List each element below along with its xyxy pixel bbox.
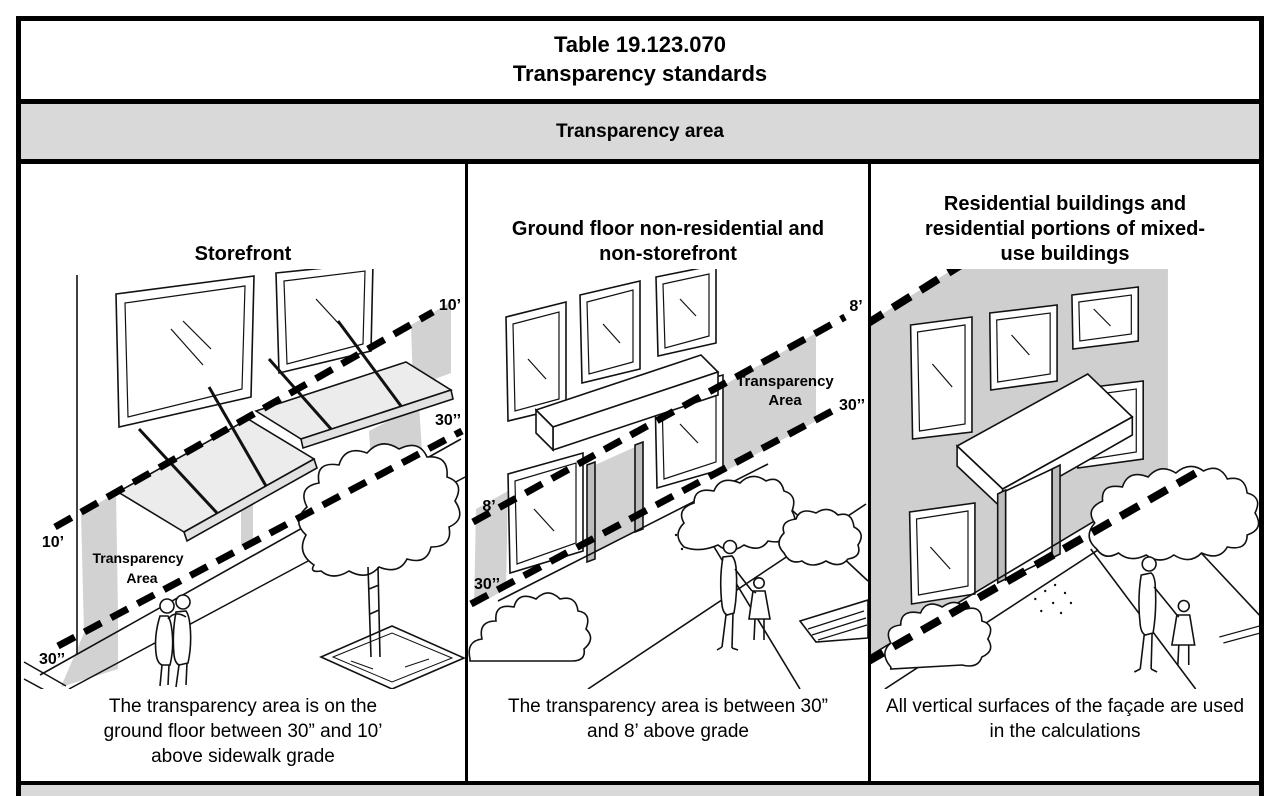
storefront-diagram xyxy=(21,269,465,689)
column-storefront xyxy=(21,164,465,781)
ground-floor-diagram xyxy=(468,269,868,689)
dim-label-lower-left: 30’’ xyxy=(38,651,66,668)
column-heading-text: Residential buildings and residential portions of mixed-use buildings xyxy=(924,193,1206,265)
section-header-transparency-area: Transparency area xyxy=(21,104,1259,164)
column-caption-residential xyxy=(871,689,1259,781)
dim-label-lower-left: 30’’ xyxy=(473,576,501,593)
pedestrians-adult-child xyxy=(1134,557,1194,672)
column-heading-storefront xyxy=(21,164,465,269)
transparency-standards-table xyxy=(16,16,1264,796)
column-caption-storefront xyxy=(21,689,465,781)
caption-text: The transparency area is on the ground floor between 30” and 10’ above sidewalk grade xyxy=(103,696,383,768)
caption-text: All vertical surfaces of the façade are used in the calculations xyxy=(885,696,1245,743)
table-body-row xyxy=(21,164,1259,781)
residential-illustration xyxy=(871,269,1259,689)
dim-label-upper-right: 8’ xyxy=(849,298,863,315)
residential-diagram xyxy=(871,269,1259,689)
ground-floor-illustration xyxy=(468,269,868,689)
column-ground-floor-non-residential xyxy=(465,164,868,781)
column-heading-residential xyxy=(871,164,1259,269)
table-title xyxy=(21,21,1259,104)
transparency-area-label-line1: Transparency xyxy=(736,373,834,390)
table-name: Transparency standards xyxy=(512,61,768,86)
next-section-band xyxy=(21,781,1259,796)
column-heading-ground-floor xyxy=(468,164,868,269)
table-number: Table 19.123.070 xyxy=(553,32,727,58)
transparency-area-label-line2: Area xyxy=(126,570,158,586)
street-tree xyxy=(299,444,464,689)
storefront-illustration xyxy=(21,269,465,689)
column-heading-text: Ground floor non-residential and non-storefront xyxy=(511,218,825,265)
caption-text: The transparency area is between 30” and 8’ above grade xyxy=(507,696,828,743)
dim-label-upper-right: 10’ xyxy=(438,297,462,314)
column-residential xyxy=(868,164,1259,781)
dim-label-lower-right: 30’’ xyxy=(838,397,866,414)
dim-label-lower-right: 30’’ xyxy=(434,412,462,429)
pedestrians-couple xyxy=(156,595,191,687)
dim-label-upper-left: 8’ xyxy=(482,498,496,515)
transparency-area-label-line2: Area xyxy=(768,392,802,409)
column-heading-text: Storefront xyxy=(194,243,292,265)
dim-label-upper-left: 10’ xyxy=(41,534,65,551)
transparency-area-label-line1: Transparency xyxy=(92,550,184,566)
column-caption-ground-floor xyxy=(468,689,868,781)
